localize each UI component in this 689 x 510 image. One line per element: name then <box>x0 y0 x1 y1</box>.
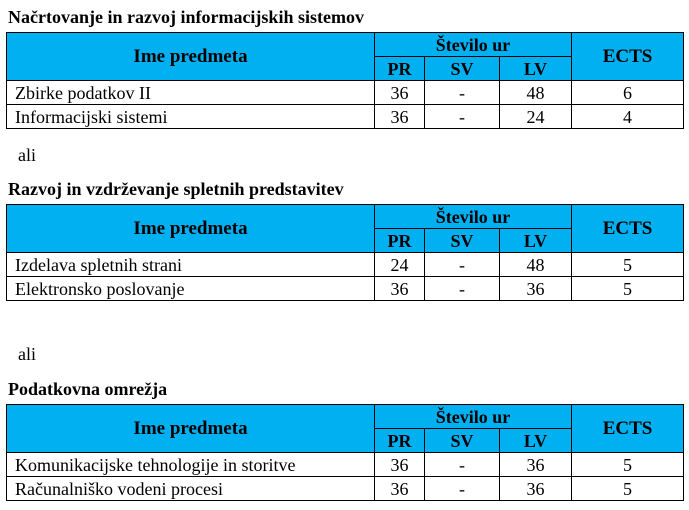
pr-hours: 36 <box>375 81 425 105</box>
course-name: Izdelava spletnih strani <box>7 253 375 277</box>
table-row <box>7 453 684 477</box>
ects-value: 5 <box>572 277 684 301</box>
pr-hours: 36 <box>375 477 425 501</box>
sv-hours: - <box>425 477 500 501</box>
separator-text: ali <box>18 344 36 364</box>
lv-hours: 36 <box>500 277 572 301</box>
ects-value: 5 <box>572 477 684 501</box>
pr-hours: 24 <box>375 253 425 277</box>
table-row <box>7 253 684 277</box>
sv-hours: - <box>425 105 500 129</box>
pr-hours: 36 <box>375 105 425 129</box>
header-lv: LV <box>500 429 572 453</box>
lv-hours: 48 <box>500 81 572 105</box>
header-ects: ECTS <box>572 405 684 453</box>
sv-hours: - <box>425 253 500 277</box>
pr-hours: 36 <box>375 453 425 477</box>
header-pr: PR <box>375 229 425 253</box>
header-course-name: Ime predmeta <box>7 33 375 81</box>
ects-value: 4 <box>572 105 684 129</box>
table-row <box>7 81 684 105</box>
course-table <box>6 404 684 501</box>
course-name: Zbirke podatkov II <box>7 81 375 105</box>
header-hours: Število ur <box>375 205 572 229</box>
course-name: Komunikacijske tehnologije in storitve <box>7 453 375 477</box>
header-hours: Število ur <box>375 405 572 429</box>
table-row <box>7 477 684 501</box>
header-hours: Število ur <box>375 33 572 57</box>
header-pr: PR <box>375 57 425 81</box>
header-sv: SV <box>425 429 500 453</box>
course-table <box>6 204 684 301</box>
section-title: Podatkovna omrežja <box>8 379 168 399</box>
header-pr: PR <box>375 429 425 453</box>
course-name: Informacijski sistemi <box>7 105 375 129</box>
table-row <box>7 277 684 301</box>
section-title: Načrtovanje in razvoj informacijskih sistemov <box>8 7 364 27</box>
header-lv: LV <box>500 229 572 253</box>
header-ects: ECTS <box>572 33 684 81</box>
table-row <box>7 105 684 129</box>
header-course-name: Ime predmeta <box>7 405 375 453</box>
section-title: Razvoj in vzdrževanje spletnih predstavitev <box>8 179 344 199</box>
sv-hours: - <box>425 277 500 301</box>
lv-hours: 48 <box>500 253 572 277</box>
course-table <box>6 32 684 129</box>
course-name: Elektronsko poslovanje <box>7 277 375 301</box>
header-sv: SV <box>425 57 500 81</box>
separator-text: ali <box>18 145 36 165</box>
pr-hours: 36 <box>375 277 425 301</box>
lv-hours: 36 <box>500 453 572 477</box>
sv-hours: - <box>425 81 500 105</box>
lv-hours: 24 <box>500 105 572 129</box>
ects-value: 5 <box>572 453 684 477</box>
header-sv: SV <box>425 229 500 253</box>
header-lv: LV <box>500 57 572 81</box>
sv-hours: - <box>425 453 500 477</box>
ects-value: 5 <box>572 253 684 277</box>
ects-value: 6 <box>572 81 684 105</box>
course-name: Računalniško vodeni procesi <box>7 477 375 501</box>
header-course-name: Ime predmeta <box>7 205 375 253</box>
header-ects: ECTS <box>572 205 684 253</box>
lv-hours: 36 <box>500 477 572 501</box>
